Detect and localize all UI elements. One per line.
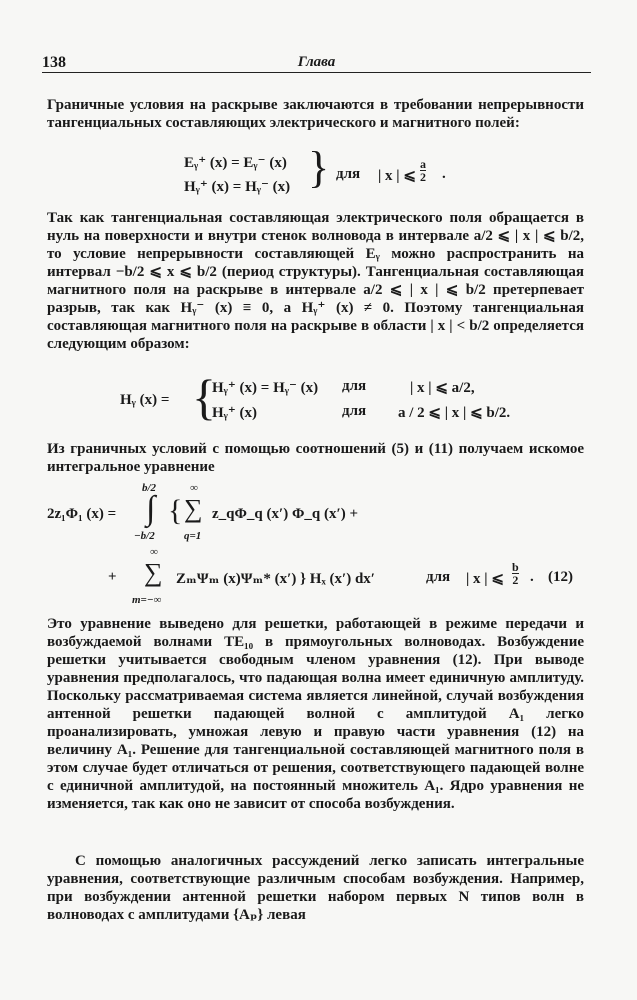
- paragraph-other-excitations: С помощью аналогичных рассуждений легко записать интегральные уравнения, соответствующие различным способам возбуждения. Например, при возбуждении антенной решетки набором первых N типов волн в волноводах с амплитудами {Aₚ} левая: [47, 853, 584, 923]
- eq12-frac-numerator: b: [512, 560, 519, 574]
- piecewise-lhs: Hᵧ (x) =: [120, 392, 170, 408]
- equation-h-continuity: Hᵧ⁺ (x) = Hᵧ⁻ (x): [184, 179, 291, 195]
- sum2-upper-limit: ∞: [150, 546, 158, 558]
- case2-condition: a / 2 ⩽ | x | ⩽ b/2.: [398, 405, 511, 421]
- eq12-term1: z_qΦ_q (x′) Φ_q (x′) +: [212, 506, 359, 522]
- frac-numerator: a: [420, 157, 426, 171]
- sum1-lower-limit: q=1: [184, 530, 202, 542]
- frac-denominator: 2: [420, 170, 426, 184]
- condition-fraction: [420, 158, 426, 183]
- equation-number: (12): [548, 569, 573, 585]
- sum1-upper-limit: ∞: [190, 482, 198, 494]
- eq12-end: .: [530, 569, 534, 585]
- case1-word: для: [342, 378, 367, 394]
- right-brace-icon: }: [308, 143, 330, 192]
- eq12-frac-denominator: 2: [512, 573, 519, 587]
- eq12-lhs: 2z₁Φ₁ (x) =: [47, 506, 117, 522]
- equation-end: .: [442, 166, 446, 182]
- condition-abs-x: | x | ⩽: [378, 168, 416, 184]
- integral-upper-limit: b/2: [142, 482, 157, 494]
- eq12-term2: ZₘΨₘ (x)Ψₘ* (x′) } Hₓ (x′) dx′: [176, 571, 376, 587]
- eq12-condition-word: для: [426, 569, 451, 585]
- eq12-condition-fraction: [512, 561, 519, 586]
- case1-expression: Hᵧ⁺ (x) = Hᵧ⁻ (x): [212, 380, 319, 396]
- left-brace-icon: {: [192, 369, 216, 425]
- paragraph-boundary-conditions: Граничные условия на раскрыве заключаются в требовании непрерывности тангенциальных составляющих электрического и магнитного полей:: [47, 97, 584, 131]
- case2-expression: Hᵧ⁺ (x): [212, 405, 258, 421]
- sum-sign-icon-2: ∑: [144, 558, 163, 587]
- eq12-condition-abs-x: | x | ⩽: [466, 571, 504, 587]
- equation-e-continuity: Eᵧ⁺ (x) = Eᵧ⁻ (x): [184, 155, 287, 171]
- case2-word: для: [342, 403, 367, 419]
- sum-sign-icon: ∑: [184, 494, 203, 523]
- running-head: Глава: [297, 54, 336, 70]
- left-curly-brace-icon: {: [168, 494, 183, 527]
- paragraph-tangential-components: Так как тангенциальная составляющая электрического поля обращается в нуль на поверхности и внутри стенок волновода в интервале a/2 ⩽ | x | ⩽ b/2, то условие непрерывности составляющей Eᵧ можно распространить на интервал −b/2 ⩽ x ⩽ b/2 (период структуры). Тангенциальная составляющая магнитного поля на раскрыве в интервале a/2 ⩽ | x | ⩽ b/2 претерпевает разрыв, так как Hᵧ⁻ (x) ≡ 0, а Hᵧ⁺ (x) ≠ 0. Поэтому тангенциальная составляющая магнитного поля на раскрыве в области | x | < b/2 определяется следующим образом:: [47, 210, 584, 352]
- paragraph-equation-discussion: Это уравнение выведено для решетки, работающей в режиме передачи и возбуждаемой волнами TE₁₀ в прямоугольных волноводах. Возбуждение решетки учитывается свободным членом уравнения (12). При выводе уравнения предполагалось, что падающая волна имеет единичную амплитуду. Поскольку рассматриваемая система является линейной, случай возбуждения антенной решетки падающей волной с амплитудой A₁ легко проанализировать, умножая левую и правую части уравнения (12) на величину A₁. Решение для тангенциальной составляющей магнитного поля в этом случае будет отличаться от решения, соответствующего падающей волне с единичной амплитудой, на постоянный множитель A₁. Ядро уравнения не изменяется, так как оно не зависит от способа возбуждения.: [47, 616, 584, 812]
- page-header: [42, 52, 591, 73]
- integral-lower-limit: −b/2: [134, 530, 155, 542]
- sum2-lower-limit: m=−∞: [132, 594, 162, 606]
- integral-sign-icon: ∫: [146, 490, 156, 527]
- paragraph-integral-equation-intro: Из граничных условий с помощью соотношений (5) и (11) получаем искомое интегральное уравнение: [47, 441, 584, 475]
- page-number: 138: [42, 54, 66, 71]
- eq12-plus: +: [108, 569, 117, 585]
- condition-word: для: [336, 166, 361, 182]
- case1-condition: | x | ⩽ a/2,: [410, 380, 475, 396]
